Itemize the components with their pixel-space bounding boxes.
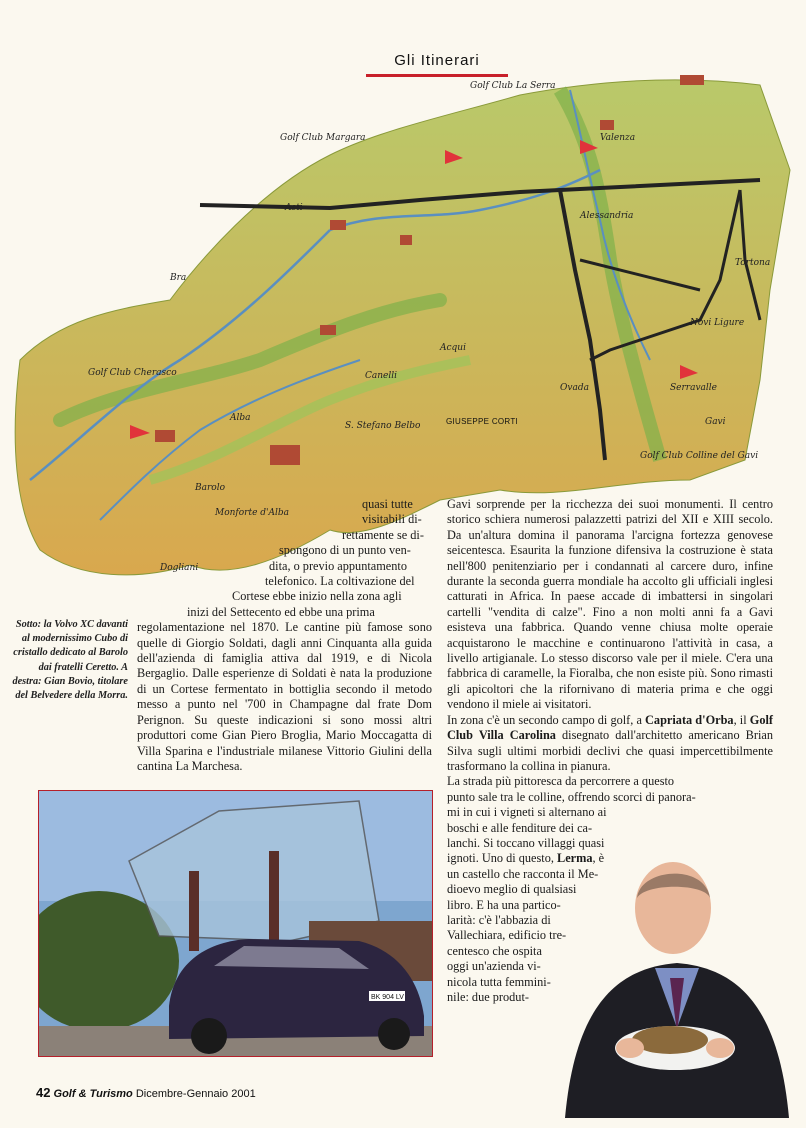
map-label-dogliani: Dogliani xyxy=(160,563,199,573)
golf-club-name: Golf Club Villa Carolina xyxy=(447,712,773,743)
map-label-santo-stefano: S. Stefano Belbo xyxy=(345,421,421,431)
map-label-bra: Bra xyxy=(170,273,187,283)
text-line: Cortese ebbe inizio nella zona agli xyxy=(232,589,402,604)
map-label-acqui: Acqui xyxy=(440,343,466,353)
text-line: La strada più pittoresca da percorrere a questo xyxy=(447,774,675,789)
text-line: mi in cui i vigneti si alternano ai xyxy=(447,805,607,820)
text-line: visitabili di- xyxy=(362,512,422,527)
place-name: Capriata d'Orba xyxy=(645,712,734,727)
place-name: Lerma xyxy=(557,851,593,866)
issue-date: Dicembre-Gennaio 2001 xyxy=(135,1088,256,1100)
text-line: punto sale tra le colline, offrendo scorci di panora- xyxy=(447,789,696,804)
text-run: In zona c'è un secondo campo di golf, a xyxy=(447,712,646,727)
text-line: un castello che racconta il Me- xyxy=(447,866,599,881)
photo-caption: Sotto: la Volvo XC davanti al modernissimo Cubo di cristallo dedicato al Barolo dai fratelli Ceretto. A destra: Gian Bovio, titolare del Belvedere della Morra. xyxy=(12,619,128,702)
text-run: ignoti. Uno di questo, xyxy=(447,851,557,866)
map-label-novi-ligure: Novi Ligure xyxy=(690,318,745,328)
text-line: larità: c'è l'abbazia di xyxy=(447,912,551,927)
map-label-serravalle: Serravalle xyxy=(670,383,717,393)
text-line: rettamente se di- xyxy=(342,527,424,542)
map-label-golf-cherasco: Golf Club Cherasco xyxy=(88,368,177,378)
page-number: 42 xyxy=(36,1085,51,1100)
text-run: , è xyxy=(592,851,605,866)
text-line: oggi un'azienda vi- xyxy=(447,959,541,974)
text-line: quasi tutte xyxy=(362,497,413,511)
text-run: disegnato dall'architetto americano Brian Silva sugli ultimi morbidi declivi che quasi impercettibilmente trasformano la collina in pianura. xyxy=(447,728,773,773)
article-column-left xyxy=(137,497,432,774)
text-line: lanchi. Si toccano villaggi quasi xyxy=(447,835,605,850)
text-line: spongono di un punto ven- xyxy=(279,543,411,558)
map-label-golf-la-serra: Golf Club La Serra xyxy=(470,81,556,91)
map-label-ovada: Ovada xyxy=(560,383,589,393)
article-paragraph: Gavi sorprende per la ricchezza dei suoi monumenti. Il centro storico schiera numerosi palazzetti patrizi del XII e XIII secolo. Da un'altura domina il panorama l'arcigna fortezza genovese seicentesca. Esaurita la funzione difensiva la costruzione è stata nell'800 penitenziario per i condannati al carcere duro, infine durante la seconda guerra mondiale ha accolto gli ufficiali inglesi catturati in Africa. In paese accade di imbattersi in singolari cartelli "vendita di calze". Fino a non molti anni fa a Gavi esisteva una fabbrica. Quando venne chiusa molte operaie acquistarono le macchine e continuarono l'attività in casa, a livello artigianale. Lo stesso discorso vale per il miele. C'era una fabbrica di caramelle, la Fioralba, che non esiste più. Sono rimasti gli apicoltori che la rifornivano di materia prima e che oggi vendono il miele ai visitatori. xyxy=(447,497,773,712)
page-footer xyxy=(36,1085,256,1100)
map-label-barolo: Barolo xyxy=(195,483,225,493)
map-label-gavi: Gavi xyxy=(705,417,726,427)
article-paragraph: regolamentazione nel 1870. Le cantine più famose sono quelle di Giorgio Soldati, dagli anni Cinquanta alla guida dell'azienda di famiglia attiva dal 1919, e di Nicola Bergaglio. Dalle esperienze di Soldati è nata la produzione di un Cortese fermentato in bottiglia secondo il metodo messo a punto nel '700 in Champagne dal frate Dom Perignon. Su queste indicazioni si sono mossi altri produttori come Gian Piero Broglia, Mario Moccagatta di Villa Sparina e l'industriale milanese Vittorio Giulini della cantina La Marchesa. xyxy=(137,620,432,773)
text-line: boschi e alle fenditure dei ca- xyxy=(447,820,593,835)
text-line: libro. E ha una partico- xyxy=(447,897,561,912)
text-line: Vallechiara, edificio tre- xyxy=(447,928,567,943)
map-label-valenza: Valenza xyxy=(600,133,636,143)
text-run: , il xyxy=(733,712,750,727)
article-paragraph xyxy=(447,713,773,775)
map-label-monforte: Monforte d'Alba xyxy=(215,508,290,518)
portrait-gian-bovio xyxy=(565,858,789,1118)
map-label-golf-colline-gavi: Golf Club Colline del Gavi xyxy=(640,451,759,461)
map-label-alessandria: Alessandria xyxy=(580,211,634,221)
text-line: dioevo meglio di qualsiasi xyxy=(447,882,577,897)
text-line: nile: due produt- xyxy=(447,990,529,1004)
map-credit: GIUSEPPE CORTI xyxy=(446,417,519,426)
text-line: inizi del Settecento ed ebbe una prima xyxy=(187,604,375,619)
text-line: centesco che ospita xyxy=(447,943,542,958)
text-line: dita, o previo appuntamento xyxy=(269,558,407,573)
map-label-canelli: Canelli xyxy=(365,371,398,381)
map-label-golf-margara: Golf Club Margara xyxy=(280,133,366,143)
map-label-asti: Asti xyxy=(285,203,303,213)
map-label-alba: Alba xyxy=(230,413,251,423)
map-label-tortona: Tortona xyxy=(735,258,771,268)
text-line: nicola tutta femmini- xyxy=(447,974,551,989)
text-line: telefonico. La coltivazione del xyxy=(265,574,415,589)
section-title: Gli Itinerari xyxy=(394,52,480,69)
license-plate: BK 904 LV xyxy=(371,994,404,1001)
magazine-brand: Golf & Turismo xyxy=(53,1088,133,1100)
photo-volvo-glass-cube xyxy=(38,790,433,1057)
